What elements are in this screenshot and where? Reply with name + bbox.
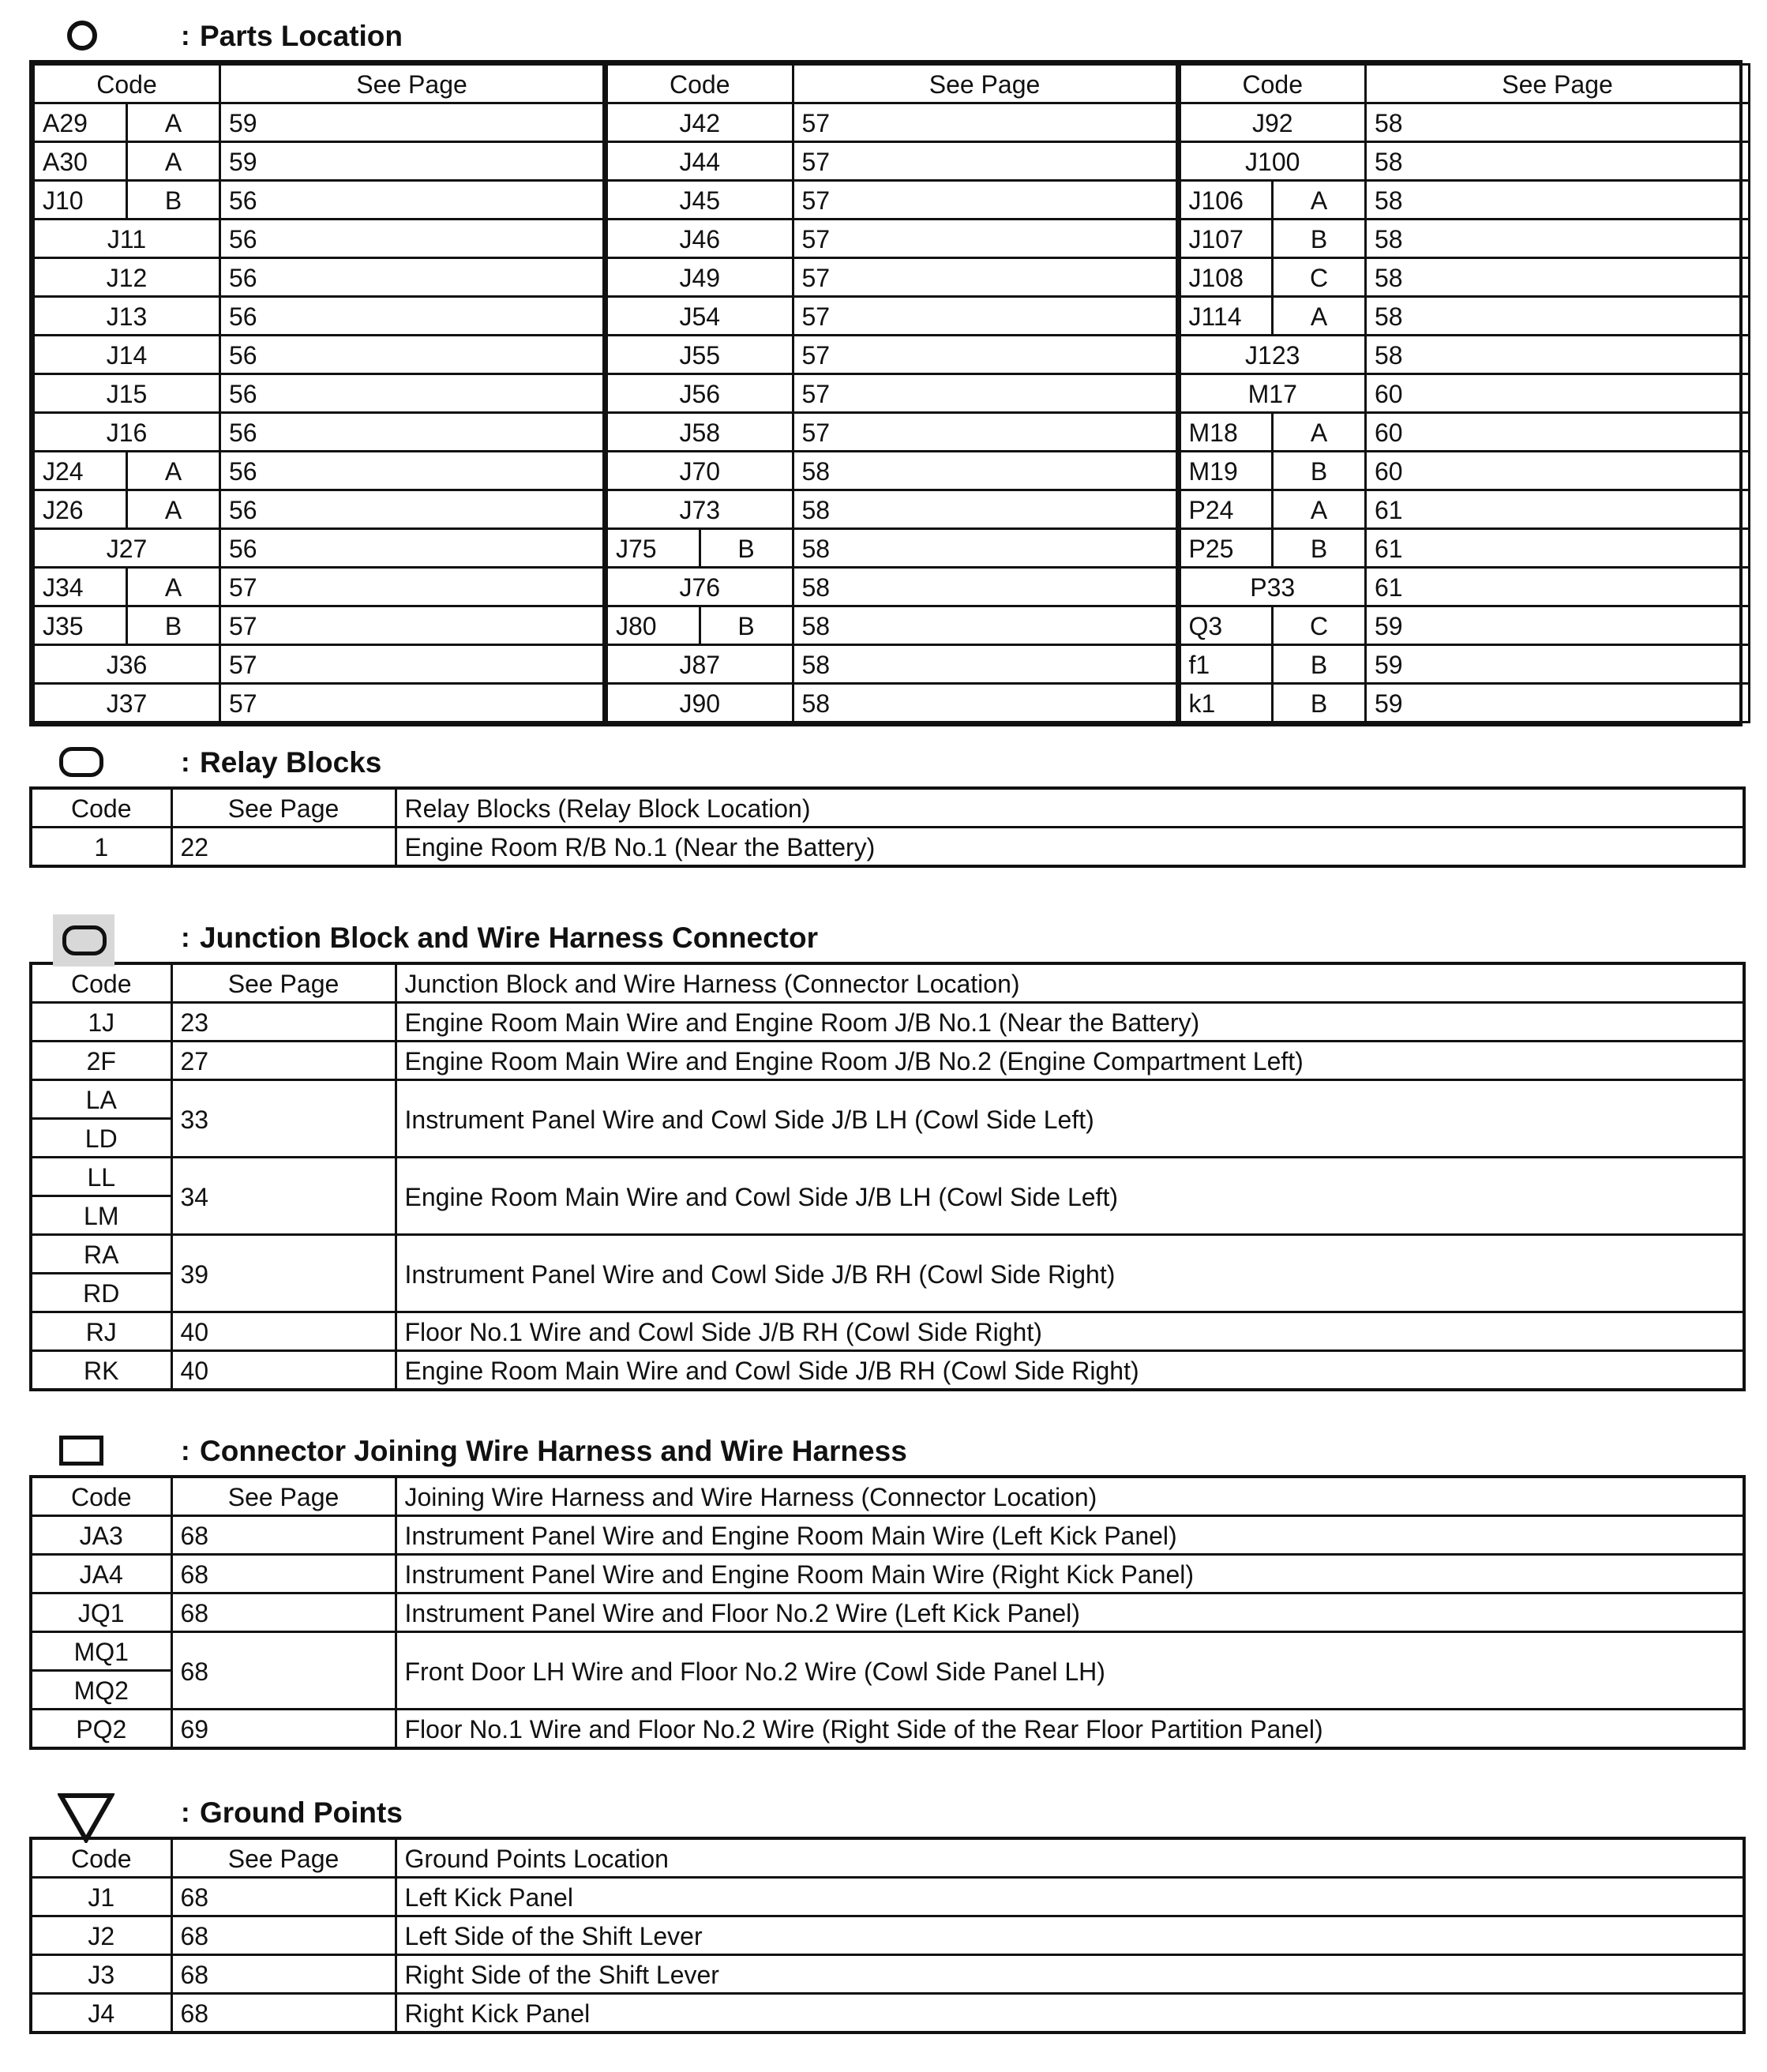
- rounded-rect-icon: [59, 747, 103, 777]
- part-code: J36: [34, 645, 220, 684]
- row-description: Engine Room Main Wire and Cowl Side J/B RH (Cowl Side Right): [396, 1351, 1744, 1391]
- table-row: [1180, 258, 1750, 297]
- header-code: Code: [34, 65, 220, 103]
- table-row: [606, 413, 1176, 452]
- part-see-page: 59: [1366, 684, 1750, 723]
- row-code: RA: [31, 1235, 171, 1274]
- parts-location-header: [29, 13, 1743, 60]
- part-suffix: A: [1273, 413, 1366, 452]
- part-code: J76: [606, 568, 793, 606]
- part-see-page: 56: [220, 452, 604, 490]
- table-row: [606, 181, 1176, 220]
- part-code: J11: [34, 220, 220, 258]
- part-see-page: 57: [220, 606, 604, 645]
- table-row: [34, 452, 604, 490]
- table-row: [34, 336, 604, 374]
- part-see-page: 59: [220, 103, 604, 142]
- table-row: [606, 297, 1176, 336]
- table-row: [31, 828, 1744, 867]
- part-code: J123: [1180, 336, 1366, 374]
- table-row: [1180, 452, 1750, 490]
- table-header-row: [31, 963, 1744, 1003]
- part-see-page: 56: [220, 529, 604, 568]
- row-code: LD: [31, 1119, 171, 1158]
- row-see-page: 23: [171, 1003, 396, 1042]
- table-row: [34, 297, 604, 336]
- header-code: Code: [606, 65, 793, 103]
- table-row: [606, 374, 1176, 413]
- part-code: J73: [606, 490, 793, 529]
- table-header-row: [606, 65, 1176, 103]
- header-code: Code: [31, 1477, 171, 1516]
- table-row: [31, 1593, 1744, 1632]
- row-description: Floor No.1 Wire and Floor No.2 Wire (Right Side of the Rear Floor Partition Panel): [396, 1710, 1744, 1749]
- header-description: Joining Wire Harness and Wire Harness (Connector Location): [396, 1477, 1744, 1516]
- part-code: J16: [34, 413, 220, 452]
- row-code: RK: [31, 1351, 171, 1391]
- part-code: J107: [1180, 220, 1273, 258]
- part-code: J114: [1180, 297, 1273, 336]
- row-code: MQ2: [31, 1671, 171, 1710]
- part-see-page: 56: [220, 336, 604, 374]
- table-row: [31, 1555, 1744, 1593]
- table-row: [606, 606, 1176, 645]
- header-description: Junction Block and Wire Harness (Connector Location): [396, 963, 1744, 1003]
- part-see-page: 57: [220, 645, 604, 684]
- row-code: RD: [31, 1274, 171, 1312]
- row-see-page: 22: [171, 828, 396, 867]
- part-suffix: A: [1273, 297, 1366, 336]
- row-description: Engine Room Main Wire and Cowl Side J/B LH (Cowl Side Left): [396, 1158, 1744, 1235]
- row-see-page: 40: [171, 1312, 396, 1351]
- part-suffix: B: [1273, 645, 1366, 684]
- part-suffix: C: [1273, 606, 1366, 645]
- part-see-page: 61: [1366, 529, 1750, 568]
- parts-location-column-table: [605, 63, 1178, 723]
- table-row: [1180, 181, 1750, 220]
- row-description: Instrument Panel Wire and Engine Room Main Wire (Right Kick Panel): [396, 1555, 1744, 1593]
- row-description: Engine Room R/B No.1 (Near the Battery): [396, 828, 1744, 867]
- part-code: P33: [1180, 568, 1366, 606]
- table-row: [606, 684, 1176, 723]
- table-header-row: [1180, 65, 1750, 103]
- part-see-page: 57: [220, 684, 604, 723]
- row-see-page: 68: [171, 1632, 396, 1710]
- part-see-page: 57: [220, 568, 604, 606]
- part-code: P24: [1180, 490, 1273, 529]
- row-code: JQ1: [31, 1593, 171, 1632]
- header-code: Code: [1180, 65, 1366, 103]
- junction-blocks-header: [29, 914, 1743, 962]
- part-suffix: B: [127, 181, 220, 220]
- part-code: J80: [606, 606, 700, 645]
- part-code: J12: [34, 258, 220, 297]
- part-see-page: 56: [220, 181, 604, 220]
- relay-blocks-header: [29, 739, 1743, 786]
- part-see-page: 56: [220, 220, 604, 258]
- part-code: M18: [1180, 413, 1273, 452]
- header-description: Relay Blocks (Relay Block Location): [396, 788, 1744, 828]
- part-see-page: 61: [1366, 490, 1750, 529]
- table-row: [31, 1632, 1744, 1671]
- part-see-page: 58: [1366, 336, 1750, 374]
- header-see-page: See Page: [171, 1477, 396, 1516]
- section-title: Ground Points: [200, 1796, 403, 1829]
- part-code: Q3: [1180, 606, 1273, 645]
- table-row: [34, 374, 604, 413]
- part-see-page: 59: [1366, 606, 1750, 645]
- circle-icon: [67, 21, 97, 51]
- row-description: Instrument Panel Wire and Cowl Side J/B RH (Cowl Side Right): [396, 1235, 1744, 1312]
- relay-blocks-section: [29, 739, 1743, 868]
- part-see-page: 56: [220, 374, 604, 413]
- header-see-page: See Page: [220, 65, 604, 103]
- table-row: [606, 103, 1176, 142]
- parts-location-section: [29, 13, 1743, 726]
- row-code: J1: [31, 1878, 171, 1916]
- table-header-row: [34, 65, 604, 103]
- part-code: J100: [1180, 142, 1366, 181]
- part-code: J27: [34, 529, 220, 568]
- part-code: J14: [34, 336, 220, 374]
- row-description: Left Side of the Shift Lever: [396, 1916, 1744, 1955]
- row-description: Right Kick Panel: [396, 1994, 1744, 2033]
- table-row: [34, 606, 604, 645]
- part-see-page: 57: [793, 258, 1176, 297]
- table-row: [1180, 220, 1750, 258]
- row-code: JA4: [31, 1555, 171, 1593]
- part-see-page: 59: [1366, 645, 1750, 684]
- table-row: [606, 490, 1176, 529]
- part-see-page: 58: [1366, 181, 1750, 220]
- header-see-page: See Page: [793, 65, 1176, 103]
- part-code: J108: [1180, 258, 1273, 297]
- part-see-page: 58: [793, 452, 1176, 490]
- part-see-page: 57: [793, 103, 1176, 142]
- part-suffix: B: [1273, 220, 1366, 258]
- table-row: [34, 684, 604, 723]
- connector-joining-table: [29, 1475, 1746, 1750]
- table-header-row: [31, 1477, 1744, 1516]
- section-colon: :: [181, 747, 190, 778]
- row-see-page: 39: [171, 1235, 396, 1312]
- header-description: Ground Points Location: [396, 1838, 1744, 1878]
- part-see-page: 58: [1366, 142, 1750, 181]
- table-row: [1180, 103, 1750, 142]
- row-code: 1J: [31, 1003, 171, 1042]
- table-row: [606, 568, 1176, 606]
- row-description: Left Kick Panel: [396, 1878, 1744, 1916]
- part-code: J87: [606, 645, 793, 684]
- row-code: 1: [31, 828, 171, 867]
- part-see-page: 56: [220, 258, 604, 297]
- part-suffix: B: [700, 529, 793, 568]
- connector-joining-header: [29, 1428, 1743, 1475]
- row-code: LL: [31, 1158, 171, 1196]
- table-row: [31, 1042, 1744, 1080]
- table-row: [31, 1994, 1744, 2033]
- table-row: [34, 529, 604, 568]
- header-see-page: See Page: [1366, 65, 1750, 103]
- part-code: J46: [606, 220, 793, 258]
- part-code: J10: [34, 181, 127, 220]
- row-code: LA: [31, 1080, 171, 1119]
- part-see-page: 58: [793, 606, 1176, 645]
- part-code: J106: [1180, 181, 1273, 220]
- header-see-page: See Page: [171, 963, 396, 1003]
- row-see-page: 68: [171, 1878, 396, 1916]
- table-row: [31, 1235, 1744, 1274]
- part-suffix: A: [127, 142, 220, 181]
- row-description: Instrument Panel Wire and Floor No.2 Wire (Left Kick Panel): [396, 1593, 1744, 1632]
- part-see-page: 61: [1366, 568, 1750, 606]
- part-see-page: 58: [1366, 297, 1750, 336]
- table-row: [1180, 297, 1750, 336]
- table-row: [34, 181, 604, 220]
- row-see-page: 68: [171, 1516, 396, 1555]
- table-row: [1180, 645, 1750, 684]
- part-code: A29: [34, 103, 127, 142]
- part-see-page: 57: [793, 142, 1176, 181]
- row-see-page: 27: [171, 1042, 396, 1080]
- part-code: A30: [34, 142, 127, 181]
- row-code: PQ2: [31, 1710, 171, 1749]
- row-see-page: 40: [171, 1351, 396, 1391]
- row-code: J3: [31, 1955, 171, 1994]
- part-see-page: 56: [220, 490, 604, 529]
- row-description: Instrument Panel Wire and Cowl Side J/B LH (Cowl Side Left): [396, 1080, 1744, 1158]
- part-suffix: A: [1273, 181, 1366, 220]
- table-row: [606, 142, 1176, 181]
- table-row: [1180, 490, 1750, 529]
- ground-points-header: [29, 1789, 1743, 1837]
- section-colon: :: [181, 1436, 190, 1466]
- table-row: [1180, 684, 1750, 723]
- part-code: J45: [606, 181, 793, 220]
- ground-points-table: [29, 1837, 1746, 2034]
- section-title: Relay Blocks: [200, 746, 382, 779]
- table-header-row: [31, 1838, 1744, 1878]
- part-see-page: 57: [793, 297, 1176, 336]
- part-code: M17: [1180, 374, 1366, 413]
- table-row: [31, 1080, 1744, 1119]
- part-see-page: 58: [793, 490, 1176, 529]
- table-row: [31, 1955, 1744, 1994]
- table-row: [31, 1158, 1744, 1196]
- table-row: [1180, 413, 1750, 452]
- part-see-page: 58: [793, 684, 1176, 723]
- table-row: [34, 220, 604, 258]
- part-suffix: B: [1273, 452, 1366, 490]
- part-see-page: 59: [220, 142, 604, 181]
- part-suffix: B: [1273, 529, 1366, 568]
- part-code: J37: [34, 684, 220, 723]
- section-colon: :: [181, 922, 190, 953]
- row-code: J4: [31, 1994, 171, 2033]
- part-code: J56: [606, 374, 793, 413]
- parts-location-column-table: [1178, 63, 1751, 723]
- table-row: [606, 336, 1176, 374]
- table-row: [34, 103, 604, 142]
- table-row: [606, 452, 1176, 490]
- part-suffix: B: [127, 606, 220, 645]
- table-row: [34, 258, 604, 297]
- part-suffix: A: [127, 452, 220, 490]
- row-see-page: 69: [171, 1710, 396, 1749]
- table-row: [34, 413, 604, 452]
- table-row: [34, 490, 604, 529]
- part-code: J13: [34, 297, 220, 336]
- triangle-down-icon: [58, 1792, 114, 1847]
- part-code: J75: [606, 529, 700, 568]
- header-code: Code: [31, 963, 171, 1003]
- part-see-page: 58: [793, 645, 1176, 684]
- row-see-page: 68: [171, 1916, 396, 1955]
- table-row: [34, 645, 604, 684]
- table-row: [1180, 374, 1750, 413]
- part-code: J49: [606, 258, 793, 297]
- table-row: [31, 1516, 1744, 1555]
- section-colon: :: [181, 1797, 190, 1828]
- relay-blocks-table: [29, 786, 1746, 868]
- row-see-page: 68: [171, 1555, 396, 1593]
- table-row: [1180, 336, 1750, 374]
- part-code: J44: [606, 142, 793, 181]
- row-code: LM: [31, 1196, 171, 1235]
- part-see-page: 58: [793, 568, 1176, 606]
- table-row: [34, 568, 604, 606]
- part-code: P25: [1180, 529, 1273, 568]
- part-suffix: A: [127, 568, 220, 606]
- part-see-page: 57: [793, 336, 1176, 374]
- part-suffix: A: [1273, 490, 1366, 529]
- row-description: Right Side of the Shift Lever: [396, 1955, 1744, 1994]
- part-suffix: B: [700, 606, 793, 645]
- header-see-page: See Page: [171, 788, 396, 828]
- rectangle-icon: [59, 1436, 103, 1466]
- ground-points-section: [29, 1789, 1743, 2034]
- row-see-page: 68: [171, 1955, 396, 1994]
- table-row: [31, 1312, 1744, 1351]
- row-code: J2: [31, 1916, 171, 1955]
- shaded-rounded-rect-icon: [59, 922, 121, 974]
- table-row: [1180, 142, 1750, 181]
- header-see-page: See Page: [171, 1838, 396, 1878]
- parts-location-table: [29, 60, 1743, 726]
- table-header-row: [31, 788, 1744, 828]
- part-see-page: 56: [220, 413, 604, 452]
- part-code: M19: [1180, 452, 1273, 490]
- row-description: Engine Room Main Wire and Engine Room J/B No.1 (Near the Battery): [396, 1003, 1744, 1042]
- header-code: Code: [31, 788, 171, 828]
- connector-joining-section: [29, 1428, 1743, 1750]
- part-see-page: 58: [1366, 220, 1750, 258]
- part-code: J26: [34, 490, 127, 529]
- part-suffix: B: [1273, 684, 1366, 723]
- row-description: Floor No.1 Wire and Cowl Side J/B RH (Cowl Side Right): [396, 1312, 1744, 1351]
- part-suffix: C: [1273, 258, 1366, 297]
- part-code: J34: [34, 568, 127, 606]
- row-description: Engine Room Main Wire and Engine Room J/B No.2 (Engine Compartment Left): [396, 1042, 1744, 1080]
- part-code: J70: [606, 452, 793, 490]
- table-row: [31, 1878, 1744, 1916]
- part-code: J35: [34, 606, 127, 645]
- part-see-page: 57: [793, 413, 1176, 452]
- part-code: f1: [1180, 645, 1273, 684]
- junction-blocks-table: [29, 962, 1746, 1391]
- table-row: [606, 258, 1176, 297]
- table-row: [1180, 529, 1750, 568]
- part-code: k1: [1180, 684, 1273, 723]
- section-colon: :: [181, 21, 190, 51]
- table-row: [34, 142, 604, 181]
- parts-location-column-table: [32, 63, 605, 723]
- table-row: [31, 1003, 1744, 1042]
- section-title: Junction Block and Wire Harness Connector: [200, 922, 818, 954]
- row-code: 2F: [31, 1042, 171, 1080]
- part-see-page: 57: [793, 374, 1176, 413]
- row-code: MQ1: [31, 1632, 171, 1671]
- part-code: J24: [34, 452, 127, 490]
- table-row: [31, 1351, 1744, 1391]
- part-code: J55: [606, 336, 793, 374]
- part-see-page: 58: [793, 529, 1176, 568]
- part-code: J54: [606, 297, 793, 336]
- part-suffix: A: [127, 103, 220, 142]
- part-suffix: A: [127, 490, 220, 529]
- row-code: JA3: [31, 1516, 171, 1555]
- junction-blocks-section: [29, 914, 1743, 1391]
- row-see-page: 68: [171, 1593, 396, 1632]
- part-see-page: 58: [1366, 258, 1750, 297]
- row-description: Instrument Panel Wire and Engine Room Main Wire (Left Kick Panel): [396, 1516, 1744, 1555]
- table-row: [31, 1916, 1744, 1955]
- part-see-page: 57: [793, 220, 1176, 258]
- part-see-page: 60: [1366, 413, 1750, 452]
- part-code: J42: [606, 103, 793, 142]
- row-see-page: 33: [171, 1080, 396, 1158]
- part-code: J90: [606, 684, 793, 723]
- part-see-page: 56: [220, 297, 604, 336]
- row-see-page: 34: [171, 1158, 396, 1235]
- table-row: [1180, 568, 1750, 606]
- header-code: Code: [31, 1838, 171, 1878]
- table-row: [1180, 606, 1750, 645]
- part-see-page: 60: [1366, 452, 1750, 490]
- part-code: J92: [1180, 103, 1366, 142]
- table-row: [606, 220, 1176, 258]
- part-see-page: 60: [1366, 374, 1750, 413]
- part-code: J15: [34, 374, 220, 413]
- row-code: RJ: [31, 1312, 171, 1351]
- table-row: [31, 1710, 1744, 1749]
- table-row: [606, 645, 1176, 684]
- part-see-page: 57: [793, 181, 1176, 220]
- table-row: [606, 529, 1176, 568]
- row-see-page: 68: [171, 1994, 396, 2033]
- part-see-page: 58: [1366, 103, 1750, 142]
- section-title: Parts Location: [200, 20, 403, 52]
- part-code: J58: [606, 413, 793, 452]
- section-title: Connector Joining Wire Harness and Wire Harness: [200, 1435, 907, 1467]
- row-description: Front Door LH Wire and Floor No.2 Wire (Cowl Side Panel LH): [396, 1632, 1744, 1710]
